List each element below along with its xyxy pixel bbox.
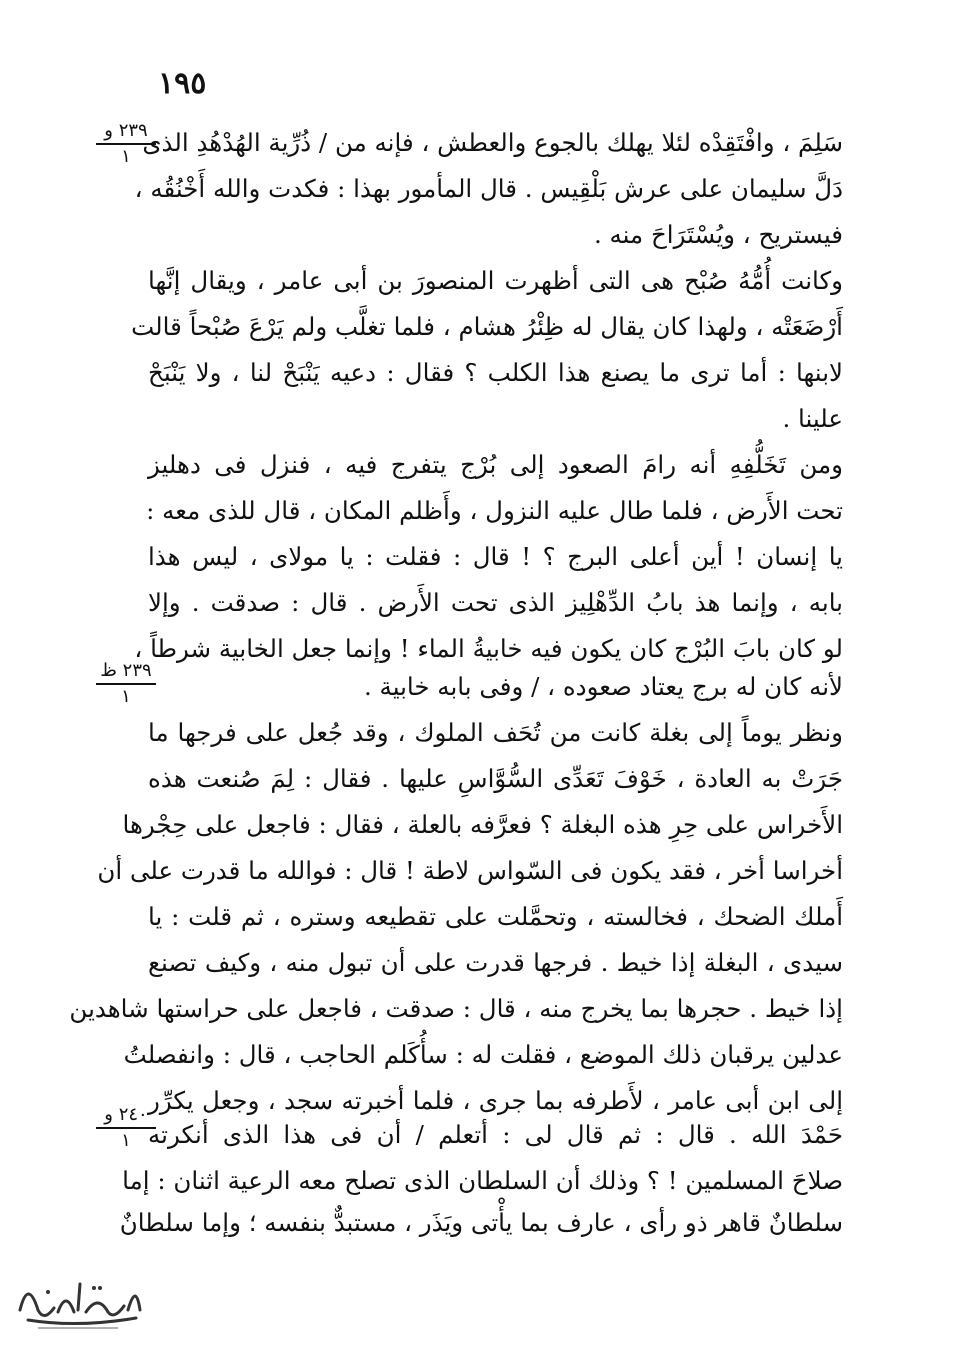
folio-line: ١ (121, 686, 131, 707)
page-number: ١٩٥ (158, 66, 207, 101)
folio-line: ١ (121, 1130, 131, 1151)
text-line: بابه ، وإنما هذ بابُ الدِّهْلِيز الذى تحت الأَرض . قال : صدقت . وإلا (148, 588, 843, 617)
library-logo (8, 1270, 148, 1334)
folio-line: ١ (121, 146, 131, 167)
text-line: الأَخراس على حِرِ هذه البغلة ؟ فعرَّفه بالعلة ، فقال : فاجعل على حِجْرها (122, 810, 843, 839)
text-line: فيستريح ، ويُسْتَرَاحَ منه . (593, 220, 843, 249)
text-line: لابنها : أما ترى ما يصنع هذا الكلب ؟ فقال : دعيه يَنْبَحْ لنا ، ولا يَنْبَحْ (148, 358, 843, 387)
text-line: إلى ابن أبى عامر ، لأَطرفه بما جرى ، فلما أخبرته سجد ، وجعل يكرِّر (148, 1086, 843, 1115)
text-line: لأنه كان له برج يعتاد صعوده ، / وفى بابه خابية . (363, 672, 843, 701)
text-line: سلطانٌ قاهر ذو رأى ، عارف بما يأْتى ويَذَر ، مستبدٌّ بنفسه ؛ وإما سلطانٌ (119, 1208, 843, 1237)
text-line: سيدى ، البغلة إذا خيط . فرجها قدرت على أن تبول منه ، وكيف تصنع (148, 948, 843, 977)
text-line: حَمْدَ الله . قال : ثم قال لى : أتعلم / أن فى هذا الذى أنكرته (148, 1120, 843, 1149)
text-line: عدلين يرقبان ذلك الموضع ، فقلت له : سأُكَلم الحاجب ، قال : وانفصلتُ (123, 1040, 843, 1069)
folio-note (96, 1104, 156, 1152)
text-line: ومن تَخَلُّفِهِ أنه رامَ الصعود إلى بُرْج يتفرج فيه ، فنزل فى دهليز (148, 450, 843, 479)
text-line: أَملك الضحك ، فخالسته ، وتحمَّلت على تقطيعه وستره ، ثم قلت : يا (148, 902, 843, 931)
folio-number: ٢٣٩ و (96, 120, 156, 145)
text-line: أَرْضَعَتْه ، ولهذا كان يقال له ظِئْرُ هشام ، فلما تغلَّب ولم يَرْعَ صُبْحاً قالت (131, 312, 843, 341)
text-line: دَلَّ سليمان على عرش بَلْقِيس . قال المأمور بهذا : فكدت والله أَخْنُقُه ، (134, 174, 843, 203)
text-line: جَرَتْ به العادة ، خَوْفَ تَعَدِّى السُّوَّاسِ عليها . فقال : لِمَ صُنعت هذه (148, 764, 843, 793)
text-line: صلاحَ المسلمين ! ؟ وذلك أن السلطان الذى تصلح معه الرعية اثنان : إما (122, 1166, 843, 1195)
text-line: يا إنسان ! أين أعلى البرج ؟ ! قال : فقلت : يا مولاى ، ليس هذا (148, 542, 843, 571)
text-line: لو كان بابَ البُرْج كان يكون فيه خابيةُ الماء ! وإنما جعل الخابية شرطاً ، (134, 634, 843, 663)
text-line: أخراسا أخر ، فقد يكون فى السّواس لاطة ! قال : فوالله ما قدرت على أن (97, 856, 843, 885)
text-line: وكانت أُمُّهُ صُبْح هى التى أظهرت المنصورَ بن أبى عامر ، ويقال إنَّها (148, 266, 843, 295)
text-line: تحت الأَرض ، فلما طال عليه النزول ، وأَظلم المكان ، قال للذى معه : (146, 496, 843, 525)
folio-number: ٢٣٩ ظ (96, 660, 156, 685)
text-line: سَلِمَ ، وافْتَقِدْه لئلا يهلك بالجوع والعطش ، فإنه من / ذُرِّية الهُدْهُدِ الذى (142, 128, 843, 157)
text-line: ونظر يوماً إلى بغلة كانت من تُحَف الملوك ، وقد جُعل على فرجها ما (148, 718, 843, 747)
folio-number: ٢٤٠ و (96, 1104, 156, 1129)
text-line: إذا خيط . حجرها بما يخرج منه ، قال : صدقت ، فاجعل على حراستها شاهدين (69, 994, 843, 1023)
text-line: علينا . (782, 404, 843, 433)
